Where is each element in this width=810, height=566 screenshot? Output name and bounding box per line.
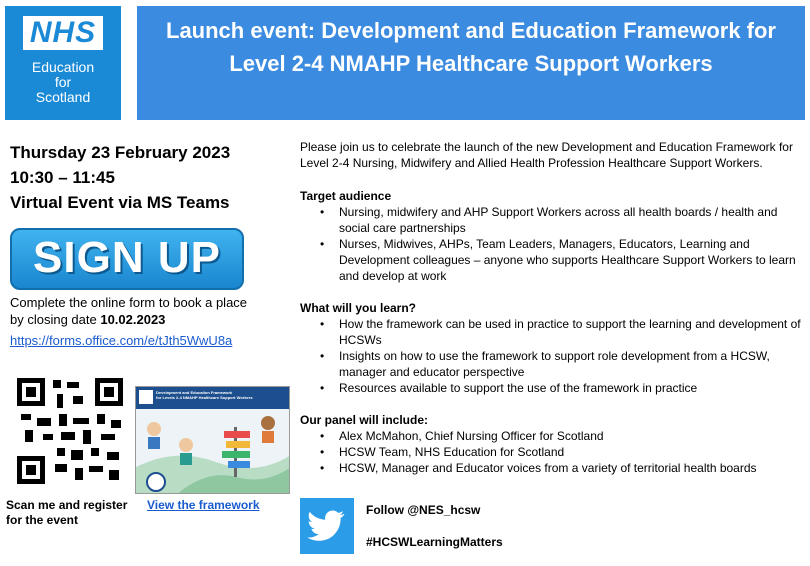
panel-heading: Our panel will include: (300, 413, 429, 427)
logo-line: for (54, 74, 72, 90)
twitter-bird-icon[interactable] (300, 498, 354, 554)
qr-module (21, 414, 31, 420)
qr-module (55, 464, 67, 472)
qr-module (101, 434, 115, 440)
qr-finder-pattern (17, 456, 45, 484)
person-avatar-icon (147, 422, 161, 436)
qr-module (43, 434, 53, 440)
qr-module (57, 394, 63, 408)
event-venue: Virtual Event via MS Teams (10, 193, 230, 212)
title-banner (137, 6, 805, 120)
qr-module (83, 430, 91, 444)
qr-module (67, 382, 79, 388)
closing-date: 10.02.2023 (100, 312, 166, 327)
list-item: • Nurses, Midwives, AHPs, Team Leaders, Managers, Educators, Learning and Development colleagues – anyone who supports Healthcare Support Workers to learn and develop at work (320, 236, 805, 284)
target-audience-heading: Target audience (300, 189, 392, 203)
qr-module (89, 466, 103, 472)
banner-title-line-2: Level 2-4 NMAHP Healthcare Support Workers (229, 51, 713, 76)
qr-caption-line-1: Scan me and register (6, 498, 128, 512)
person-avatar-icon (261, 416, 275, 430)
thumbnail-title-line-1: Development and Education Framework (156, 390, 233, 395)
qr-module (25, 430, 33, 442)
signpost-sign (226, 441, 250, 448)
booking-instructions (10, 294, 260, 328)
person-body (148, 437, 160, 449)
qr-module (97, 414, 105, 424)
logo-line: Scotland (35, 89, 91, 105)
nhs-badge: NHS (23, 16, 103, 50)
booking-form-link[interactable]: https://forms.office.com/e/tJth5WwU8a (10, 333, 233, 348)
view-framework-link[interactable]: View the framework (147, 498, 260, 512)
qr-finder-pattern (95, 378, 123, 406)
list-item: • How the framework can be used in practice to support the learning and development of HCSWs (320, 316, 805, 348)
learning-heading: What will you learn? (300, 301, 417, 315)
qr-caption-line-2: for the event (6, 513, 79, 527)
logo-text (5, 60, 121, 105)
framework-cover-thumbnail[interactable] (135, 386, 290, 494)
list-item: • Nursing, midwifery and AHP Support Workers across all health boards / health and social care partnerships (320, 204, 805, 236)
person-body (262, 431, 274, 443)
nhs-education-scotland-logo (5, 6, 121, 120)
qr-module (111, 420, 121, 428)
qr-module (91, 448, 99, 456)
booking-text: Complete the online form to book a place by closing date (10, 295, 248, 327)
qr-module (73, 396, 83, 404)
list-item: • Resources available to support the use of the framework in practice (320, 380, 805, 396)
learning-list (320, 316, 805, 396)
twitter-hashtag[interactable]: #HCSWLearningMatters (366, 535, 503, 549)
twitter-bird-shape (307, 511, 344, 541)
person-avatar-icon (179, 438, 193, 452)
twitter-bird-graphic (300, 498, 354, 554)
qr-code-image (17, 378, 123, 484)
event-description (300, 139, 805, 476)
person-body (180, 453, 192, 465)
qr-module (53, 380, 61, 388)
list-item: • HCSW Team, NHS Education for Scotland (320, 444, 805, 460)
target-audience-list (320, 204, 805, 284)
logo-line: Education (31, 59, 95, 75)
qr-module (37, 418, 51, 426)
event-time: 10:30 – 11:45 (10, 168, 115, 187)
panel-list (320, 428, 805, 476)
qr-finder-pattern (17, 378, 45, 406)
thumbnail-nhs-mark (139, 390, 153, 404)
qr-module (57, 448, 65, 456)
event-details (10, 140, 230, 215)
twitter-follow-handle[interactable]: Follow @NES_hcsw (366, 503, 481, 517)
qr-caption (6, 498, 127, 528)
list-item: • HCSW, Manager and Educator voices from a variety of territorial health boards (320, 460, 805, 476)
qr-module (61, 432, 75, 440)
list-item: • Alex McMahon, Chief Nursing Officer for Scotland (320, 428, 805, 444)
signpost-sign (228, 461, 250, 468)
qr-module (107, 452, 119, 460)
framework-illustration (136, 387, 290, 494)
qr-module (71, 450, 83, 460)
intro-paragraph: Please join us to celebrate the launch of the new Development and Education Framework for Level 2-4 Nursing, Midwifery and Allied Health Profession Healthcare Support Workers. (300, 140, 793, 170)
qr-module (73, 418, 89, 424)
qr-module (109, 470, 119, 480)
signpost-sign (224, 431, 250, 438)
event-date: Thursday 23 February 2023 (10, 143, 231, 162)
qr-module (75, 468, 83, 480)
sign-up-button[interactable]: SIGN UP (10, 228, 244, 290)
signpost-sign (222, 451, 250, 458)
list-item: • Insights on how to use the framework to support role development from a HCSW, manager and educator perspective (320, 348, 805, 380)
thumbnail-title-line-2: for Levels 2-4 NMAHP Healthcare Support Workers (156, 395, 253, 400)
banner-title-line-1: Launch event: Development and Education Framework for (166, 18, 776, 43)
qr-module (59, 414, 67, 426)
person-avatar-icon (147, 473, 165, 491)
